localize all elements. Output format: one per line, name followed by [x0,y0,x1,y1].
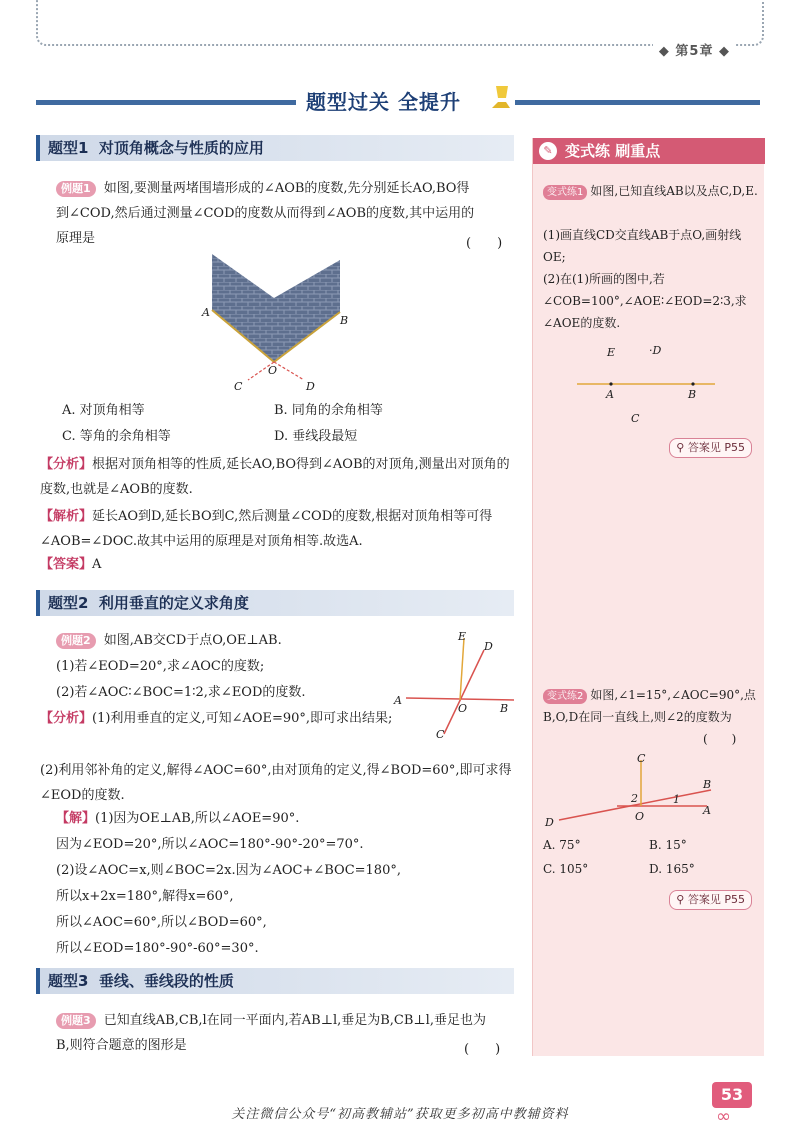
infinity-icon: ∞ [716,1106,731,1126]
ex1-answer [40,552,101,577]
footer-note: 关注微信公众号“初高教辅站”获取更多初高中教辅资料 [231,1107,569,1122]
practice1-label-d: ·D [649,344,662,357]
ex2-analysis1 [40,706,400,731]
ex2-tag: 例题2 [56,633,96,649]
ex2-solution-line-4: 所以x+2x=180°,解得x=60°, [56,889,234,904]
ex1-solution [40,504,520,554]
banner [36,86,760,114]
practice2-option-c: C. 105° [543,862,589,876]
sidebar-practice-panel [532,138,764,1056]
section-title: 垂线、垂线段的性质 [98,972,234,990]
page-number: 53 [712,1082,752,1108]
ex2-label-b: B [500,702,509,715]
ex2-analysis2: (2)利用邻补角的定义,解得∠AOC=60°,由对顶角的定义,得∠BOD=60°,即可求得∠EOD的度数. [40,763,512,803]
ex1-analysis-label: 【分析】 [40,457,93,472]
ex1-option-a: A. 对顶角相等 [62,403,145,418]
practice1-line-1-text: 如图,已知直线AB以及点C,D,E. [590,184,758,198]
ex2-label-o: O [458,702,468,715]
ex1-label-c: C [234,380,243,393]
section-title: 利用垂直的定义求角度 [98,594,249,612]
practice1-tag: 变式练1 [543,185,587,200]
practice2-stem [543,684,759,728]
ex1-solution-label: 【解析】 [40,509,93,524]
ex1-analysis [40,452,520,502]
practice2-tag: 变式练2 [543,689,587,704]
practice1-line-2: (1)画直线CD交直线AB于点O,画射线OE; [543,228,742,264]
practice2-option-b: B. 15° [649,838,687,852]
ex2-analysis1-text: (1)利用垂直的定义,可知∠AOE=90°,即可求出结果; [92,711,393,726]
practice1-line-3: (2)在(1)所画的图中,若∠COB=100°,∠AOE∶∠EOD=2∶3,求∠AOE的度数. [543,272,747,330]
ex1-solution-text: 延长AO到D,延长BO到C,然后测量∠COD的度数,根据对顶角相等可得∠AOB=∠DOC.故其中运用的原理是对顶角相等.故选A. [40,509,493,549]
ex1-label-d: D [306,380,315,393]
ex3-answer-paren: ( ) [464,1042,501,1057]
ex1-answer-paren: ( ) [466,236,503,251]
ex2-solution-line-2: 因为∠EOD=20°,所以∠AOC=180°-90°-20°=70°. [56,837,364,852]
practice1-label-b: B [688,388,697,401]
ex2-label-e: E [458,630,467,643]
ex2-q2: (2)若∠AOC∶∠BOC=1∶2,求∠EOD的度数. [56,685,306,700]
practice1-label-c: C [631,412,640,425]
section-1-header [36,135,514,161]
ex1-label-o: O [268,364,278,377]
ex1-label-a: A [202,306,210,319]
practice1-label-a: A [606,388,614,401]
practice2-label-a: A [703,804,711,817]
sidebar-header [533,138,765,164]
practice2-label-o: O [635,810,645,823]
ex1-option-d: D. 垂线段最短 [274,429,358,444]
ex1-tag: 例题1 [56,181,96,197]
section-label: 题型2 [48,594,89,612]
ex1-stem: 如图,要测量两堵围墙形成的∠AOB的度数,先分别延长AO,BO得到∠COD,然后通过测量∠COD的度数从而得到∠AOB的度数,其中运用的原理是 [56,181,475,246]
section-3-header [36,968,514,994]
ex1-answer-label: 【答案】 [40,557,93,572]
ex2-label-c: C [436,728,445,741]
chapter-marker: ◆ 第5章 ◆ [653,40,736,59]
ex1-answer-text: A [92,557,102,572]
practice2-option-d: D. 165° [649,862,695,876]
practice1-figure [573,338,723,428]
practice2-figure [537,752,717,828]
trophy-icon [486,82,516,112]
practice2-answer-text: 答案见 P55 [687,893,745,906]
practice1-answer-ref [669,438,752,458]
banner-title: 题型过关 全提升 [306,90,461,114]
ex2-solution-line-5: 所以∠AOC=60°,所以∠BOD=60°, [56,915,267,930]
practice2-angle-1: 1 [673,793,680,806]
practice2-paren: ( ) [703,732,737,746]
ex2-solution-label: 【解】 [56,811,96,826]
ex2-analysis-label: 【分析】 [40,711,93,726]
ex1-label-b: B [340,314,349,327]
ex3-tag: 例题3 [56,1013,96,1029]
practice1-line-1 [543,180,759,202]
ex2-sol-text: (1)因为OE⊥AB,所以∠AOE=90°. [95,811,300,826]
practice1-label-e: E [607,346,616,359]
ex1-stem-block [56,176,476,251]
ex2-stem: 如图,AB交CD于点O,OE⊥AB. [103,633,282,648]
ex1-analysis-text: 根据对顶角相等的性质,延长AO,BO得到∠AOB的对顶角,测量出对顶角的度数,也就是∠AOB的度数. [40,457,510,497]
ex2-label-d: D [484,640,493,653]
practice2-label-c: C [637,752,646,765]
ex2-q1: (1)若∠EOD=20°,求∠AOC的度数; [56,659,265,674]
ex1-option-c: C. 等角的余角相等 [62,429,171,444]
ex3-stem: 已知直线AB,CB,l在同一平面内,若AB⊥l,垂足为B,CB⊥l,垂足也为B,则符合题意的图形是 [56,1013,486,1053]
practice1-answer-text: 答案见 P55 [687,441,745,454]
practice2-answer-ref [669,890,752,910]
ex1-wall-figure [200,250,350,400]
pin-icon: ⚲ [676,441,685,454]
practice2-label-d: D [545,816,554,828]
banner-bar-right [515,100,760,105]
ex2-stem-block [56,628,396,653]
practice2-stem-text: 如图,∠1=15°,∠AOC=90°,点B,O,D在同一直线上,则∠2的度数为 [543,688,756,724]
section-2-header [36,590,514,616]
section-label: 题型1 [48,139,89,157]
ex2-label-a: A [394,694,402,707]
section-title: 对顶角概念与性质的应用 [98,139,264,157]
ex2-figure [392,628,522,746]
chapter-label: 第5章 [675,44,714,59]
banner-bar-left [36,100,296,105]
pin-icon: ⚲ [676,893,685,906]
ex2-solution-line-3: (2)设∠AOC=x,则∠BOC=2x.因为∠AOC+∠BOC=180°, [56,863,401,878]
practice2-option-a: A. 75° [543,838,581,852]
practice2-angle-2: 2 [631,792,638,805]
section-label: 题型3 [48,972,89,990]
ex2-solution-line-6: 所以∠EOD=180°-90°-60°=30°. [56,941,259,956]
ex2-solution-line-1 [56,806,299,831]
practice2-label-b: B [703,778,712,791]
ex3-stem-block [56,1008,496,1058]
sidebar-badge-icon: ✎ [539,142,557,160]
ex1-option-b: B. 同角的余角相等 [274,403,383,418]
sidebar-header-title: 变式练 刷重点 [565,142,661,160]
